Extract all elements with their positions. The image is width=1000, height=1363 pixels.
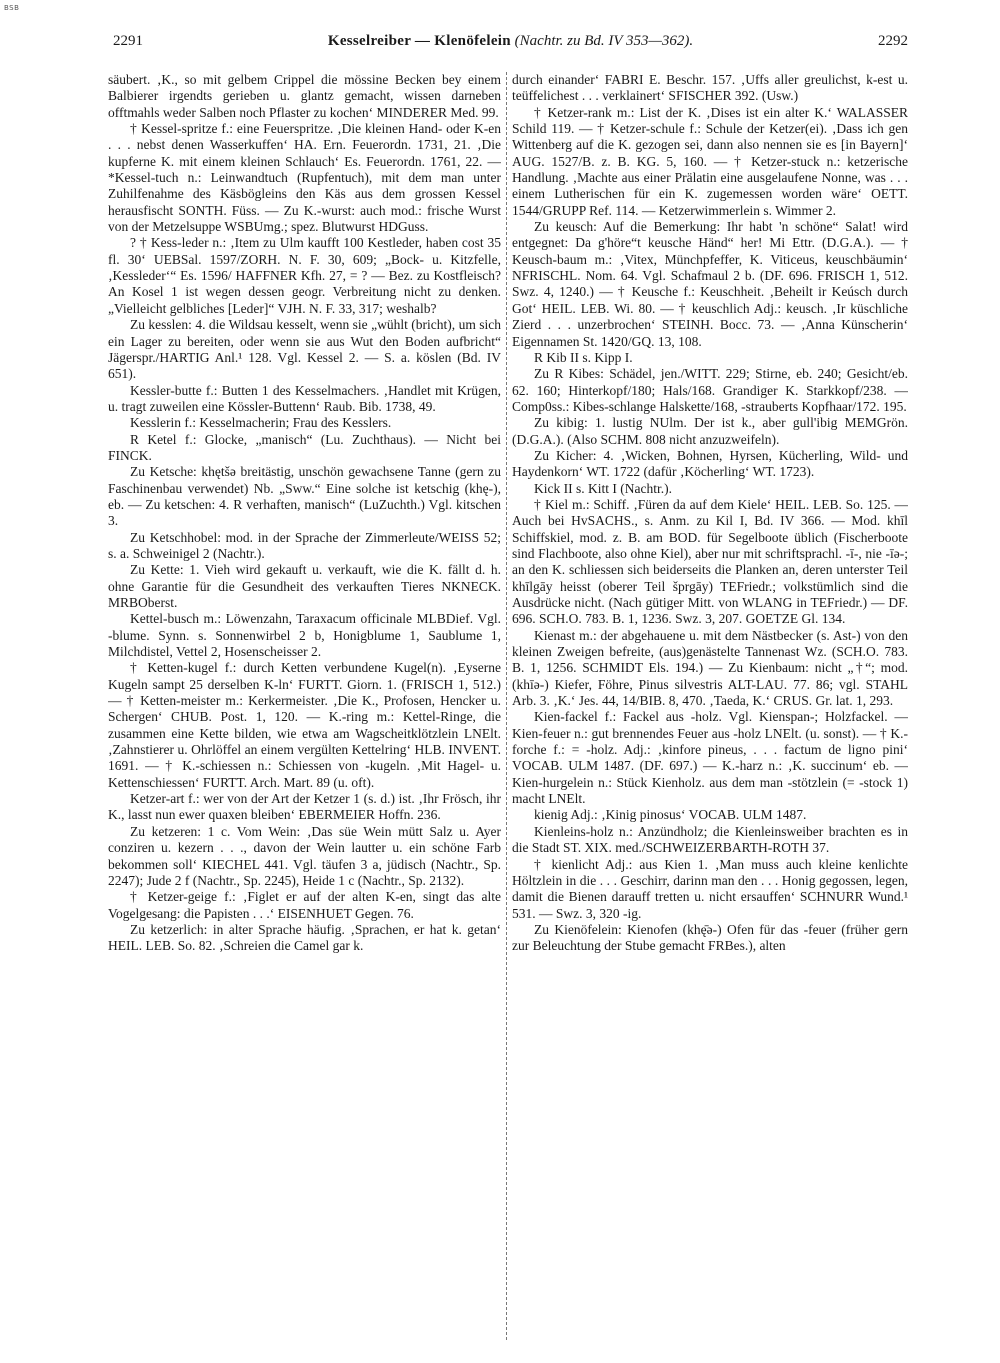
column-divider — [506, 72, 507, 1340]
entry-kib: R Kib II s. Kipp I. — [534, 349, 633, 365]
entry-kienoefelein: Zu Kienöfelein: Kienofen (khę̄ə-) Ofen für das -feuer (früher gern zur Beleuchtung der Stube gemacht FRBes.), alten — [512, 921, 908, 954]
entry-kesslerin: Kesslerin f.: Kesselmacherin; Frau des Kesslers. — [130, 415, 392, 431]
entry-ketzeren: Zu ketzeren: 1 c. Vom Wein: ‚Das süe Wein mütt Salz u. Ayer conziren u. kezern . . ., davon der Wein lautter u. ein schöne Farb bekommen soll‘ KIECHEL 441. Vgl. täufen 3 a, jüdisch (Nachtr., Sp. 2247); Jude 2 f (Nachtr., Sp. 2245), Heide 1 c (Nachtr., Sp. 2132). — [108, 823, 501, 888]
entry-keusch: Zu keusch: Auf die Bemerkung: Ihr habt 'n schöne“ Salat! wird entgegnet: Da g'höre“t keusche Händ“ her! Mi Ettr. (D.G.A.). — † Keusch-baum m.: ‚Vitex, Münchpfeffer, K. Viticeus, keuschbäumin‘ NFRISCHL. Nom. 64. Vgl. Schafmaul 2 b. (DF. 696. FRISCH 1, 512. Swz. 4, 1240.) — † Keusche f.: Keuschheit. ‚Beheilt ir Keúsch durch Got‘ HEIL. LEB. Wi. 80. — † keuschlich Adj.: keusch. ‚Ir küschliche Zierd . . . unzerbrochen‘ STEINH. Bocc. 73. — ‚Anna Künscherin‘ Eigennamen St. 1420/GQ. 13, 108. — [512, 219, 908, 349]
entry-kienlicht: † kienlicht Adj.: aus Kien 1. ‚Man muss auch kleine kenlichte Höltzlein in die . . . Geschirr, darinn man den . . . Honig gegossen, legen, damit die Bienen darauff tretten u. nicht ersauffen‘ SCHNURR Wund.¹ 531. — Swz. 3, 320 -ig. — [512, 856, 908, 921]
entry-kicher: Zu Kicher: 4. ‚Wicken, Bohnen, Hyrsen, Kücherling, Wild- und Haydenkorn‘ WT. 1722 (dafür ‚Köcherling‘ WT. 1723). — [512, 447, 908, 480]
entry-kibes: Zu R Kibes: Schädel, jen./WITT. 229; Stirne, eb. 240; Gesicht/eb. 62. 160; Hinterkopf/180; Hals/168. Grandiger K. Starkkopf/238. — Comp0ss.: Kibes-schlange Halskette/168, -strauberts Kopfhaar/172. 195. — [512, 366, 908, 414]
entry-kien-fackel: Kien-fackel f.: Fackel aus -holz. Vgl. Kienspan-; Holzfackel. — Kien-feuer n.: gut brennendes Feuer aus -holz LNElt. (u. sonst). — † K.-forche f.: = -holz. Adj.: ‚kinfore pineus, . . . factum de ligno pini‘ VOCAB. ULM 1487. (DF. 697.) — K.-harz n.: ‚K. succinum‘ eb. — Kien-hurgelein n.: Stück Kienholz. aus dem man -stötzlein (= -stock 1) macht LNElt. — [512, 709, 908, 807]
entry-ketten-kugel: † Ketten-kugel f.: durch Ketten verbundene Kugel(n). ‚Eyserne Kugeln sampt 25 derselben K-ln‘ FURTT. Giorn. 1. (FRISCH 1, 512.) — † Ketten-meister m.: Kerkermeister. ‚Die K., Profosen, Hencker u. Schergen‘ CHUB. Post. 1, 120. — K.-ring m.: Kettel-Ringe, die zusammen eine Kette bilden, wie etwa am Wagscheitklötzlein LNElt. ‚Zahnstierer u. Ohrlöffel an einem vergülten Kettelring‘ HLB. INVENT. 1691. — † K.-schiessen n.: Schiessen von -kugeln. ‚Mit Hagel- u. Kettenschiessen‘ FURTT. Arch. Mart. 89 (u. oft). — [108, 660, 501, 790]
entry-kienast: Kienast m.: der abgehauene u. mit dem Nästbecker (s. Ast-) von den kleinen Zweigen befreite, (aus)genästelte Tannenast Wz. (SCH.O. 783. B. 1, 1256. SCHMIDT Els. 194.) — Zu Kienbaum: nicht „†“; mod. (khīə-) Kiefer, Föhre, Pinus silvestris ALT-LAU. 77. 86; vgl. STAHL Arb. 3. ‚K.‘ Jes. 44, 14/BIB. 8, 470. ‚Taeda, K.‘ CRUS. Gr. lat. 1, 293. — [512, 627, 908, 709]
entry-ketzerlich: Zu ketzerlich: in alter Sprache häufig. ‚Sprachen, er hat k. getan‘ HEIL. LEB. So. 82. ‚Schreien die Camel gar k. — [108, 921, 501, 954]
running-header — [113, 33, 908, 53]
entry-kibig: Zu kibig: 1. lustig NUlm. Der ist k., aber gull'ibig MEMGrön. (D.G.A.). (Also SCHM. 808 nicht anzuzweifeln). — [512, 415, 908, 447]
entry-kessler-butte: Kessler-butte f.: Butten 1 des Kesselmachers. ‚Handlet mit Krügen, u. tragt zuweilen eine Kössler-Buttenn‘ Raub. Bib. 1738, 49. — [108, 382, 501, 414]
entry-kettel-busch: Kettel-busch m.: Löwenzahn, Taraxacum officinale MLBDief. Vgl. -blume. Synn. s. Sonnenwirbel 2 b, Honigblume 1, Saublume 1, Milchdistel, Vettel 2, Hosenscheisser 2. — [108, 611, 501, 660]
entry-kienleins-holz: Kienleins-holz n.: Anzündholz; die Kienleinsweiber brachten es in die Stadt ST. XIX. med./SCHWEIZERBARTH-ROTH 37. — [512, 823, 908, 856]
entry-kette: Zu Kette: 1. Vieh wird gekauft u. verkauft, wie die K. fällt d. h. ohne Garantie für die Gesundheit des verkauften Tieres NKNECK. MRBOberst. — [108, 562, 501, 610]
library-stamp: BSB — [4, 4, 20, 12]
right-column — [512, 72, 908, 955]
entry-kessel-spritze: † Kessel-spritze f.: eine Feuerspritze. ‚Die kleinen Hand- oder K-en . . . nebst denen Wasserkuffen‘ HA. Ern. Feuerordn. 1731, 21. ‚Die kupferne K. mit einem kleinen Schlauch‘ Es. Feuerordn. 1761, 22. — *Kessel-tuch n.: Leinwandtuch (Rupfentuch), mit dem man unter Zuhilfenahme des Käsbögleins den Käs aus dem grossen Kessel herausfischt SONTH. Füss. — Zu K.-wurst: auch mod.: frische Wurst von der Metzelsuppe WSBUmg.; spez. Blutwurst HDGuss. — [108, 121, 501, 235]
entry-continuation: durch einander‘ FABRI E. Beschr. 157. ‚Uffs aller greulichst, k-est u. teüffelichest . . . verklainert‘ SFISCHER 392. (Usw.) — [512, 72, 908, 104]
entry-ketschhobel: Zu Ketschhobel: mod. in der Sprache der Zimmerleute/WEISS 52; s. a. Schweinigel 2 (Nachtr.). — [108, 529, 501, 561]
entry-kess-leder: ? † Kess-leder n.: ‚Item zu Ulm kaufft 100 Kestleder, haben cost 35 fl. 30‘ UEBSal. 1597/ZORH. N. F. 30, 609; „Bock- u. Kitzfelle, ‚Kessleder‘“ Es. 1596/ HAFFNER Kfh. 27, = ? — Bez. zu Kostfleisch? An Kosel 1 ist wegen dessen geogr. Verbreitung nicht zu denken. „Vielleicht gelbliches [Leder]“ VJH. N. F. 33, 317; weshalb? — [108, 235, 501, 316]
running-title — [113, 33, 908, 50]
entry-continuation: säubert. ‚K., so mit gelbem Crippel die mössine Becken bey einem Balbierer irgendts gerieben u. glantz gemacht, wissen darneben offtmahls weder Salben noch Pflaster zu kochen‘ MINDERER Med. 99. — [108, 72, 501, 120]
entry-kiel: † Kiel m.: Schiff. ‚Füren da auf dem Kiele‘ HEIL. LEB. So. 125. — Auch bei HvSACHS., s. Anm. zu Kil I, Bd. IV 366. — Mod. khīl Schiffskiel, mod. z. B. am BOD. für Segelboote üblich (Fischerboote sind Flachboote, also ohne Kiel), aber nur mit schriftsprachl. -ī-, nie -īə-; an den K. schliessen sich beiderseits die Planken an, deren unterster Teil khīlgāy heisst (oberer Teil šprgāy) TEFriedr.; volkstümlich sind die Ausdrücke nicht. (Nach gütiger Mitt. von WLANG in TEFriedr.) — DF. 696. SCH.O. 783. B. 1, 1236. Swz. 3, 207. GOETZE Gl. 134. — [512, 496, 908, 627]
entry-ketsche: Zu Ketsche: khętšə breitästig, unschön gewachsene Tanne (gern zu Faschinenbau verwendet) Nb. „Sww.“ Eine solche ist ketschig (khę-), eb. — Zu ketschen: 4. R verhaften, manisch“ (LuZuchth.) Vgl. kitschen 3. — [108, 464, 501, 529]
entry-kesslen: Zu kesslen: 4. die Wildsau kesselt, wenn sie „wühlt (bricht), um sich ein Lager zu bereiten, oder wenn sie aus Wut den Boden aufbricht“ Jägerspr./HARTIG Anl.¹ 128. Vgl. Kessel 2. — S. a. köslen (Bd. IV 651). — [108, 317, 501, 382]
running-title-lemmas: Kesselreiber — Klenöfelein — [327, 33, 511, 49]
page-number-left: 2291 — [113, 33, 143, 49]
entry-ketzer-geige: † Ketzer-geige f.: ‚Figlet er auf der alten K-en, singt das alte Vogelgesang: die Papisten . . .‘ EISENHUET Gegen. 76. — [108, 889, 501, 921]
entry-ketel: R Ketel f.: Glocke, „manisch“ (Lu. Zuchthaus). — Nicht bei FINCK. — [108, 431, 501, 463]
entry-ketzer-rank: † Ketzer-rank m.: List der K. ‚Dises ist ein alter K.‘ WALASSER Schild 119. — † Ketzer-schule f.: Schule der Ketzer(ei). ‚Dass ich gen Wittenberg auf die K. gezogen sei, dann also nennen sie es [in Bayern]‘ AUG. 1527/B. z. B. KG. 5, 160. — † Ketzer-stuck n.: ketzerische Handlung. ‚Machte aus einer Prälatin eine ausgelaufene Nonne, was . . . einem Lutherischen für ein K. zugemessen worden wäre‘ OETT. 1544/GRUPP Ref. 114. — Ketzerwimmerlein s. Wimmer 2. — [512, 104, 908, 218]
entry-ketzer-art: Ketzer-art f.: wer von der Art der Ketzer 1 (s. d.) ist. ‚Ihr Frösch, ihr K., lasst nun ewer quaxen bleiben‘ EBERMEIER Hoffn. 236. — [108, 791, 501, 823]
running-title-reference: (Nachtr. zu Bd. IV 353—362). — [514, 33, 694, 49]
left-column — [108, 72, 501, 955]
entry-kick: Kick II s. Kitt I (Nachtr.). — [534, 480, 672, 496]
page-number-right: 2292 — [878, 33, 908, 49]
entry-kienig: kienig Adj.: ‚Kinig pinosus‘ VOCAB. ULM 1487. — [534, 807, 807, 823]
